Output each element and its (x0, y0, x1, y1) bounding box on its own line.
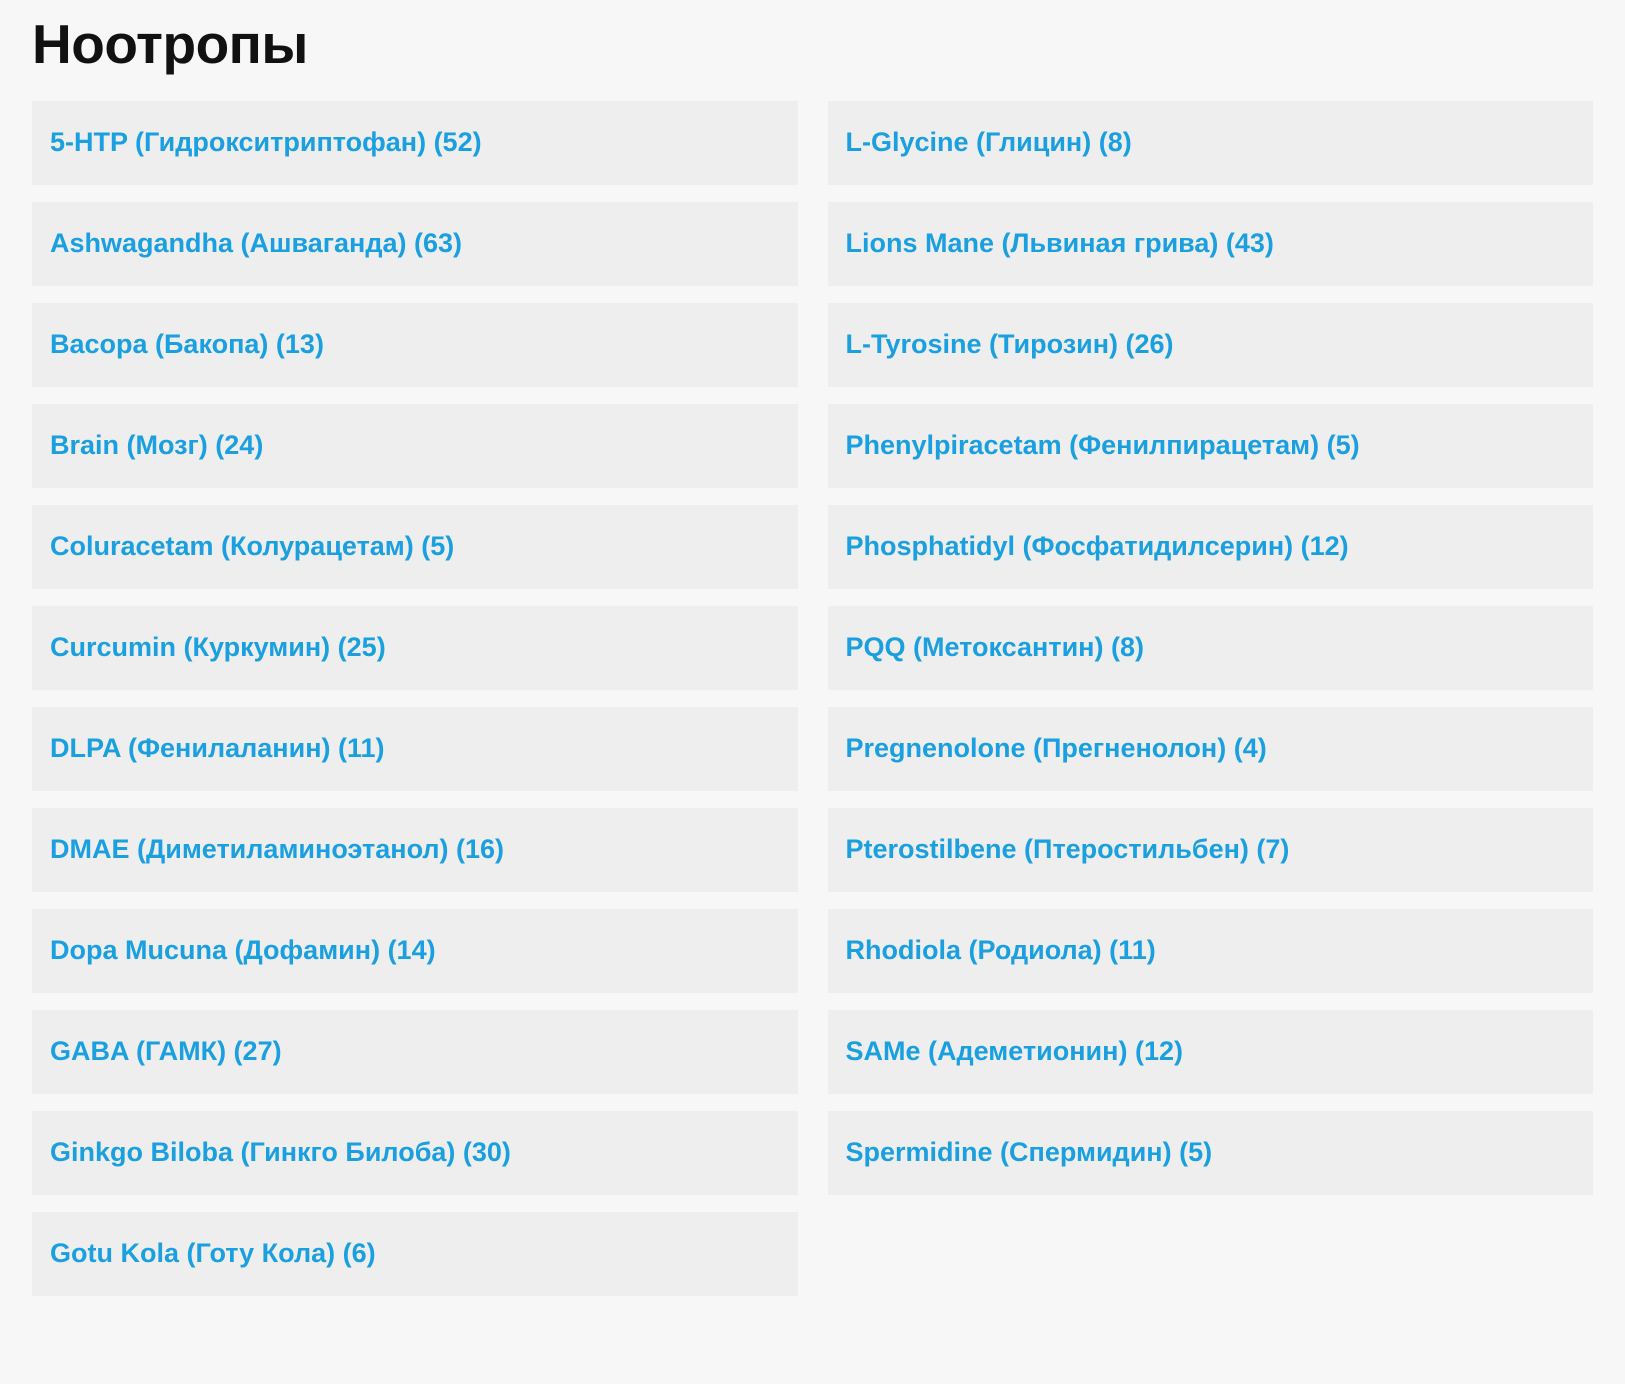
list-item[interactable] (828, 505, 1594, 589)
list-item[interactable] (32, 101, 798, 185)
category-link[interactable]: Spermidine (Спермидин) (5) (845, 1137, 1213, 1167)
category-column-left (32, 101, 798, 1313)
list-item[interactable] (32, 808, 798, 892)
list-item[interactable] (32, 606, 798, 690)
list-item[interactable] (828, 606, 1594, 690)
category-link[interactable]: Bacopa (Бакопа) (13) (50, 329, 324, 359)
list-item[interactable] (32, 1111, 798, 1195)
category-link[interactable]: Pregnenolone (Прегненолон) (4) (845, 733, 1267, 763)
page-title: Ноотропы (32, 13, 308, 75)
list-item[interactable] (32, 202, 798, 286)
list-item[interactable] (828, 909, 1594, 993)
category-link[interactable]: Rhodiola (Родиола) (11) (845, 935, 1156, 965)
category-page (0, 14, 1625, 1313)
category-link[interactable]: 5-HTP (Гидрокситриптофан) (52) (50, 127, 482, 157)
category-link[interactable]: Dopa Mucuna (Дофамин) (14) (50, 935, 436, 965)
list-item[interactable] (32, 404, 798, 488)
category-link[interactable]: Phenylpiracetam (Фенилпирацетам) (5) (845, 430, 1360, 460)
list-item[interactable] (32, 707, 798, 791)
category-link[interactable]: GABA (ГАМК) (27) (50, 1036, 282, 1066)
category-link[interactable]: Gotu Kola (Готу Кола) (6) (50, 1238, 376, 1268)
list-item[interactable] (32, 303, 798, 387)
list-item[interactable] (828, 202, 1594, 286)
category-link[interactable]: Phosphatidyl (Фосфатидилсерин) (12) (845, 531, 1349, 561)
list-item[interactable] (32, 505, 798, 589)
list-item[interactable] (828, 101, 1594, 185)
category-link[interactable]: Coluracetam (Колурацетам) (5) (50, 531, 455, 561)
category-link[interactable]: SAMe (Адеметионин) (12) (845, 1036, 1183, 1066)
category-link[interactable]: Brain (Мозг) (24) (50, 430, 264, 460)
list-item[interactable] (828, 707, 1594, 791)
list-item[interactable] (828, 303, 1594, 387)
category-columns (32, 101, 1593, 1313)
list-item[interactable] (828, 1010, 1594, 1094)
category-link[interactable]: Ashwagandha (Ашваганда) (63) (50, 228, 463, 258)
list-item[interactable] (32, 909, 798, 993)
list-item[interactable] (828, 404, 1594, 488)
category-column-right (828, 101, 1594, 1212)
category-link[interactable]: L-Glycine (Глицин) (8) (845, 127, 1132, 157)
category-link[interactable]: DLPA (Фенилаланин) (11) (50, 733, 385, 763)
list-item[interactable] (828, 1111, 1594, 1195)
category-link[interactable]: PQQ (Метоксантин) (8) (845, 632, 1144, 662)
category-link[interactable]: Pterostilbene (Птеростильбен) (7) (845, 834, 1290, 864)
category-link[interactable]: Ginkgo Biloba (Гинкго Билоба) (30) (50, 1137, 511, 1167)
list-item[interactable] (32, 1212, 798, 1296)
list-item[interactable] (32, 1010, 798, 1094)
list-item[interactable] (828, 808, 1594, 892)
category-link[interactable]: Lions Mane (Львиная грива) (43) (845, 228, 1274, 258)
category-link[interactable]: Curcumin (Куркумин) (25) (50, 632, 386, 662)
category-link[interactable]: DMAE (Диметиламиноэтанол) (16) (50, 834, 505, 864)
category-link[interactable]: L-Tyrosine (Тирозин) (26) (845, 329, 1174, 359)
